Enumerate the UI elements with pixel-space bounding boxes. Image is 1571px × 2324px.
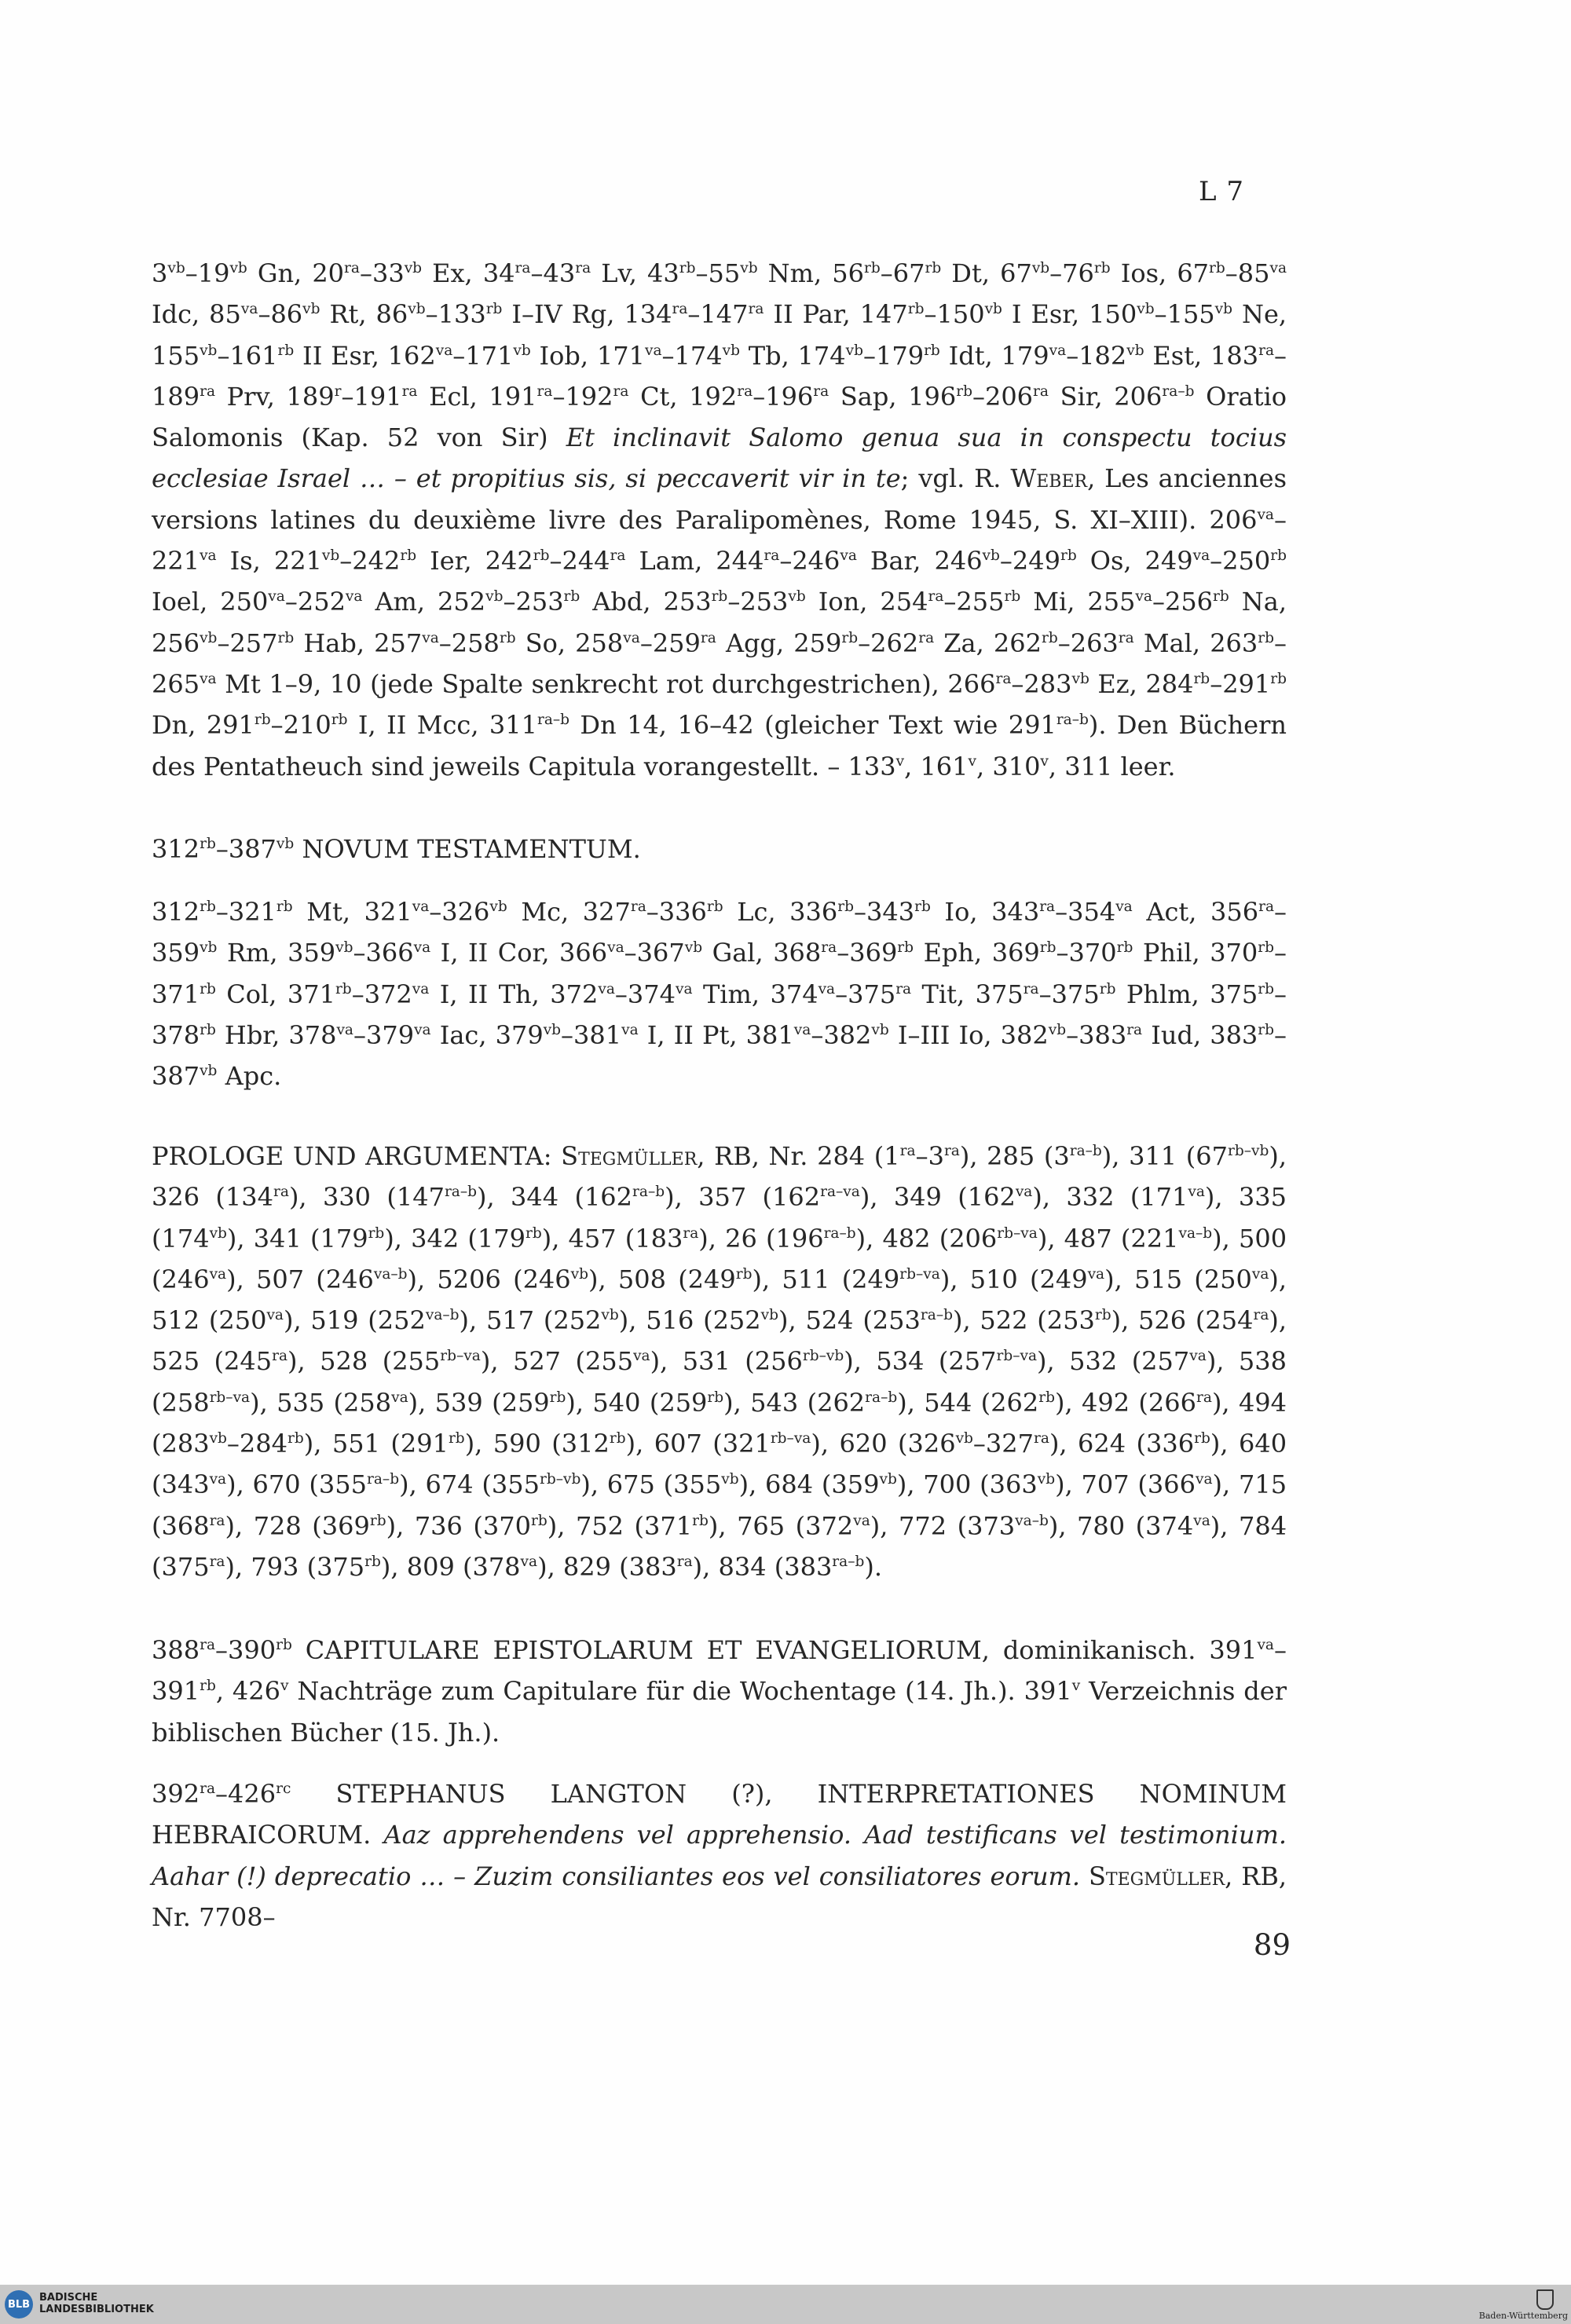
new-testament-heading: $312^{rb}-387^{vb}$ NOVUM TESTAMENTUM. (152, 834, 641, 864)
page-header: L 7 (1198, 176, 1244, 207)
footer-bar (0, 2285, 1571, 2324)
blb-logo-icon: BLB (5, 2290, 33, 2319)
region-label: Baden-Württemberg (1478, 2311, 1568, 2321)
new-testament-contents: $312^{rb}-321^{rb}$ Mt, $321^{va}-326^{vb}$ Mc, $327^{ra}-336^{rb}$ Lc, $336^{rb}-343^{rb}$ Io, $343^{ra}-354^{va}$ Act, $356^{ra}-359^{vb}$ Rm, $359^{vb}-366^{va}$ I, II Cor, $366^{va}-367^{vb}$ Gal, $368^{ra}-369^{rb}$ Eph, $369^{rb}-370^{rb}$ Phil, $370^{rb}-371^{rb}$ Col, $371^{rb}-372^{va}$ I, II Th, $372^{va}-374^{va}$ Tim, $374^{va}-375^{ra}$ Tit, $375^{ra}-375^{rb}$ Phlm, $375^{rb}-378^{rb}$ Hbr, $378^{va}-379^{va}$ Iac, $379^{vb}-381^{va}$ I, II Pt, $381^{va}-382^{vb}$ I–III Io, $382^{vb}-383^{ra}$ Iud, $383^{rb}-387^{vb}$ Apc. (152, 897, 1287, 1092)
stephanus-langton: $392^{ra}-426^{rc}$ STEPHANUS LANGTON (?), INTERPRETATIONES NOMINUM HEBRAICORUM. Aaz apprehendens vel apprehensio. Aad testificans vel testimonium. Aahar (!) deprecatio … – Zuzim consiliantes eos vel consiliatores eorum. Stegmüller, RB, Nr. 7708– (152, 1779, 1287, 1932)
old-testament-contents: $3^{vb}-19^{vb}$ Gn, $20^{ra}-33^{vb}$ Ex, $34^{ra}-43^{ra}$ Lv, $43^{rb}-55^{vb}$ Nm, $56^{rb}-67^{rb}$ Dt, $67^{vb}-76^{rb}$ Ios, $67^{rb}-85^{va}$ Idc, $85^{va}-86^{vb}$ Rt, $86^{vb}-133^{rb}$ I–IV Rg, $134^{ra}-147^{ra}$ II Par, $147^{rb}-150^{vb}$ I Esr, $150^{vb}-155^{vb}$ Ne, $155^{vb}-161^{rb}$ II Esr, $162^{va}-171^{vb}$ Iob, $171^{va}-174^{vb}$ Tb, $174^{vb}-179^{rb}$ Idt, $179^{va}-182^{vb}$ Est, $183^{ra}-189^{ra}$ Prv, $189^r-191^{ra}$ Ecl, $191^{ra}-192^{ra}$ Ct, $192^{ra}-196^{ra}$ Sap, $196^{rb}-206^{ra}$ Sir, $206^{ra-b}$ Oratio Salomonis (Kap. 52 von Sir) Et inclinavit Salomo genua sua in conspectu tocius ecclesiae Israel … – et propitius sis, si peccaverit vir in te; vgl. R. Weber, Les anciennes versions latines du deuxième livre des Paralipomènes, Rome 1945, S. XI–XIII). $206^{va}-221^{va}$ Is, $221^{vb}-242^{rb}$ Ier, $242^{rb}-244^{ra}$ Lam, $244^{ra}-246^{va}$ Bar, $246^{vb}-249^{rb}$ Os, $249^{va}-250^{rb}$ Ioel, $250^{va}-252^{va}$ Am, $252^{vb}-253^{rb}$ Abd, $253^{rb}-253^{vb}$ Ion, $254^{ra}-255^{rb}$ Mi, $255^{va}-256^{rb}$ Na, $256^{vb}-257^{rb}$ Hab, $257^{va}-258^{rb}$ So, $258^{va}-259^{ra}$ Agg, $259^{rb}-262^{ra}$ Za, $262^{rb}-263^{ra}$ Mal, $263^{rb}-265^{va}$ Mt 1–9, 10 (jede Spalte senkrecht rot durchgestrichen), $266^{ra}-283^{vb}$ Ez, $284^{rb}-291^{rb}$ Dn, $291^{rb}-210^{rb}$ I, II Mcc, $311^{ra-b}$ Dn 14, 16–42 (gleicher Text wie $291^{ra-b}$). Den Büchern des Pentatheuch sind jeweils Capitula vorangestellt. – 133$^v$, 161$^v$, 310$^v$, 311 leer. (152, 258, 1287, 781)
page-number: 89 (1253, 1928, 1291, 1962)
capitulare: $388^{ra}-390^{rb}$ CAPITULARE EPISTOLARUM ET EVANGELIORUM, dominikanisch. $391^{va}-391^{rb}$, 426$^v$ Nachträge zum Capitulare für die Wochentage (14. Jh.). 391$^v$ Verzeichnis der biblischen Bücher (15. Jh.). (152, 1635, 1287, 1748)
prologe-argumenta: PROLOGE UND ARGUMENTA: Stegmüller, RB, Nr. 284 $(1^{ra}-3^{ra})$, 285 $(3^{ra-b})$, 311 $(67^{rb-vb})$, 326 $(134^{ra})$, 330 $(147^{ra-b})$, 344 $(162^{ra-b})$, 357 $(162^{ra-va})$, 349 $(162^{va})$, 332 $(171^{va})$, 335 $(174^{vb})$, 341 $(179^{rb})$, 342 $(179^{rb})$, 457 $(183^{ra})$, 26 $(196^{ra-b})$, 482 $(206^{rb-va})$, 487 $(221^{va-b})$, 500 $(246^{va})$, 507 $(246^{va-b})$, 5206 $(246^{vb})$, 508 $(249^{rb})$, 511 $(249^{rb-va})$, 510 $(249^{va})$, 515 $(250^{va})$, 512 $(250^{va})$, 519 $(252^{va-b})$, 517 $(252^{vb})$, 516 $(252^{vb})$, 524 $(253^{ra-b})$, 522 $(253^{rb})$, 526 $(254^{ra})$, 525 $(245^{ra})$, 528 $(255^{rb-va})$, 527 $(255^{va})$, 531 $(256^{rb-vb})$, 534 $(257^{rb-va})$, 532 $(257^{va})$, 538 $(258^{rb-va})$, 535 $(258^{va})$, 539 $(259^{rb})$, 540 $(259^{rb})$, 543 $(262^{ra-b})$, 544 $(262^{rb})$, 492 $(266^{ra})$, 494 $(283^{vb}-284^{rb})$, 551 $(291^{rb})$, 590 $(312^{rb})$, 607 $(321^{rb-va})$, 620 $(326^{vb}-327^{ra})$, 624 $(336^{rb})$, 640 $(343^{va})$, 670 $(355^{ra-b})$, 674 $(355^{rb-vb})$, 675 $(355^{vb})$, 684 $(359^{vb})$, 700 $(363^{vb})$, 707 $(366^{va})$, 715 $(368^{ra})$, 728 $(369^{rb})$, 736 $(370^{rb})$, 752 $(371^{rb})$, 765 $(372^{va})$, 772 $(373^{va-b})$, 780 $(374^{va})$, 784 $(375^{ra})$, 793 $(375^{rb})$, 809 $(378^{va})$, 829 $(383^{ra})$, 834 $(383^{ra-b})$. (152, 1141, 1287, 1582)
crest-icon (1536, 2289, 1554, 2310)
library-name-line1: BADISCHE (39, 2292, 98, 2304)
library-name (39, 2292, 154, 2315)
library-name-line2: LANDESBIBLIOTHEK (39, 2304, 154, 2315)
